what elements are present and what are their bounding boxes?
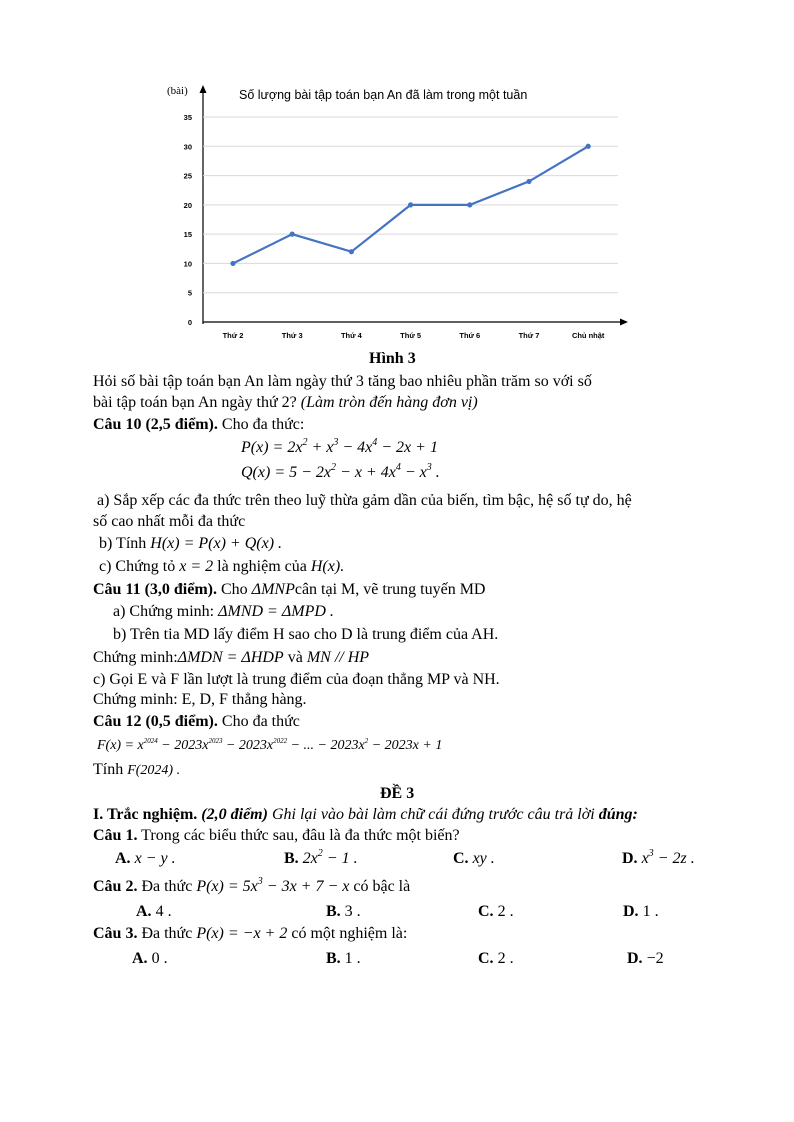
q10-c-expr2: H(x). [310, 558, 345, 575]
c3-title: Câu 3. [93, 925, 138, 942]
q11-triangle: ΔMNP [251, 581, 295, 598]
option-value: x − y . [134, 850, 176, 867]
q12-title: Câu 12 (0,5 điểm). [93, 713, 218, 730]
c2-option-d[interactable] [623, 902, 659, 922]
c1-title: Câu 1. [93, 827, 138, 844]
c1-text: Trong các biểu thức sau, đâu là đa thức một biến? [141, 827, 460, 844]
q11-c1: c) Gọi E và F lần lượt là trung điểm của đoạn thẳng MP và NH. [93, 671, 500, 688]
q12-heading [93, 712, 300, 732]
q10-c-text1: c) Chứng tỏ [99, 558, 176, 575]
q11-b2-and: và [287, 649, 303, 666]
option-key: D. [623, 903, 639, 920]
data-point [408, 202, 413, 207]
part1-heading [93, 805, 638, 825]
option-value: −2 [646, 950, 664, 967]
q11-b2-text: Chứng minh: [93, 649, 178, 666]
q10-c [99, 557, 344, 577]
option-key: D. [627, 950, 643, 967]
q11-title: Câu 11 (3,0 điểm). [93, 581, 217, 598]
part1-instruction: Ghi lại vào bài làm chữ cái đứng trước câu trả lời [271, 806, 595, 823]
part1-instruction-bold: đúng: [598, 806, 638, 823]
q9-line1: Hỏi số bài tập toán bạn An làm ngày thứ 3 tăng bao nhiêu phần trăm so với số [93, 373, 592, 390]
q12-ask-text: Tính [93, 761, 124, 778]
option-key: B. [326, 903, 341, 920]
y-tick-label: 10 [183, 259, 192, 269]
data-point [526, 179, 531, 184]
c1-option-d[interactable] [622, 849, 695, 869]
q10-P-expr: $P(x) = 2x^2 + x^3 - 4x^4 - 2x + 1$ [241, 437, 438, 456]
q10-b [99, 534, 282, 554]
q11-c2: Chứng minh: E, D, F thẳng hàng. [93, 691, 307, 708]
option-key: A. [136, 903, 152, 920]
y-tick-label: 20 [183, 200, 192, 210]
c1-heading [93, 826, 460, 846]
c2-heading [93, 877, 410, 897]
data-point [290, 232, 295, 237]
c3-text2: có một nghiệm là: [291, 925, 408, 942]
c3-option-a[interactable] [132, 949, 168, 969]
option-value: xy . [472, 850, 495, 867]
option-key: C. [478, 903, 494, 920]
option-value: $2x^2 - 1$ . [302, 848, 358, 867]
c2-title: Câu 2. [93, 878, 138, 895]
c2-expr: $P(x) = 5x^3 - 3x + 7 - x$ [196, 876, 350, 895]
q10-a-line2: số cao nhất mỗi đa thức [93, 513, 246, 530]
y-tick-label: 15 [183, 230, 192, 240]
x-tick-label: Thứ 7 [518, 331, 540, 340]
c3-expr: P(x) = −x + 2 [196, 925, 288, 942]
x-tick-label: Thứ 4 [340, 331, 362, 340]
x-tick-label: Thứ 2 [222, 331, 244, 340]
option-value: $x^3 - 2z$ . [641, 848, 695, 867]
y-tick-label: 5 [187, 288, 192, 298]
x-tick-label: Thứ 5 [400, 331, 422, 340]
option-value: 2 . [497, 903, 514, 920]
option-key: D. [622, 850, 638, 867]
q10-heading [93, 415, 304, 435]
q9-note: (Làm tròn đến hàng đơn vị) [300, 394, 478, 411]
data-point [349, 249, 354, 254]
q11-a [113, 602, 334, 622]
q10-intro: Cho đa thức: [221, 416, 305, 433]
c3-option-b[interactable] [326, 949, 361, 969]
q11-b2-expr2: MN // HP [306, 649, 370, 666]
data-point [467, 202, 472, 207]
q11-b2-expr1: ΔMDN = ΔHDP [177, 649, 284, 666]
option-value: 0 . [151, 950, 168, 967]
figure-caption: Hình 3 [369, 350, 416, 367]
exam-title: ĐỀ 3 [380, 785, 415, 802]
q11-heading [93, 580, 485, 600]
x-tick-label: Thứ 3 [281, 331, 303, 340]
x-tick-label: Chủ nhật [571, 331, 605, 340]
q11-intro1: Cho [221, 581, 248, 598]
q11-a-text: a) Chứng minh: [113, 603, 215, 620]
option-key: A. [115, 850, 131, 867]
x-tick-label: Thứ 6 [459, 331, 481, 340]
option-key: B. [284, 850, 299, 867]
c2-option-c[interactable] [478, 902, 514, 922]
option-key: B. [326, 950, 341, 967]
c2-text2: có bậc là [353, 878, 411, 895]
c2-option-a[interactable] [136, 902, 172, 922]
option-value: 4 . [155, 903, 172, 920]
option-value: 3 . [344, 903, 361, 920]
option-value: 1 . [344, 950, 361, 967]
c3-option-c[interactable] [478, 949, 514, 969]
q10-a-line1: a) Sắp xếp các đa thức trên theo luỹ thừa gảm dần của biến, tìm bậc, hệ số tự do, hệ [97, 492, 632, 509]
q9-line2-text: bài tập toán bạn An ngày thứ 2? [93, 394, 297, 411]
x-axis-arrow [620, 319, 628, 326]
q11-b2 [93, 648, 369, 668]
c1-option-a[interactable] [115, 849, 176, 869]
option-key: A. [132, 950, 148, 967]
option-value: 1 . [642, 903, 659, 920]
c2-text1: Đa thức [141, 878, 193, 895]
data-point [586, 144, 591, 149]
chart-title: Số lượng bài tập toán bạn An đã làm trong một tuần [239, 88, 528, 102]
q10-b-text: b) Tính [99, 535, 147, 552]
y-tick-label: 0 [187, 318, 192, 327]
y-axis-arrow [200, 85, 207, 93]
option-key: C. [478, 950, 494, 967]
q10-title: Câu 10 (2,5 điểm). [93, 416, 218, 433]
chart-ylabel: (bài) [167, 85, 188, 97]
c1-option-c[interactable] [453, 849, 495, 869]
option-key: C. [453, 850, 469, 867]
q12-ask [93, 760, 180, 781]
q11-b1: b) Trên tia MD lấy điểm H sao cho D là trung điểm của AH. [113, 626, 499, 643]
q12-intro: Cho đa thức [221, 713, 300, 730]
data-point [230, 261, 235, 266]
part1-title: I. Trắc nghiệm. [93, 806, 198, 823]
y-tick-label: 35 [183, 113, 192, 122]
line-chart [150, 78, 640, 348]
q10-b-expr: H(x) = P(x) + Q(x) . [150, 535, 283, 552]
c3-option-d[interactable] [627, 949, 664, 969]
q10-Q-expr: $Q(x) = 5 - 2x^2 - x + 4x^4 - x^3$ . [241, 462, 440, 481]
q12-F-expr: $F(x) = x^{2024} - 2023x^{2023} - 2023x^{2022}$ − ... − $2023x^2 - 2023x + 1$ [97, 737, 443, 753]
y-tick-label: 25 [183, 171, 192, 181]
q11-a-expr: ΔMND = ΔMPD . [218, 603, 334, 620]
c2-option-b[interactable] [326, 902, 361, 922]
c3-text1: Đa thức [141, 925, 193, 942]
q11-intro2: cân tại M, vẽ trung tuyến MD [294, 581, 486, 598]
option-value: 2 . [497, 950, 514, 967]
q10-c-text2: là nghiệm của [217, 558, 307, 575]
c3-heading [93, 924, 407, 944]
part1-score: (2,0 điểm) [201, 806, 268, 823]
q9-line2 [93, 393, 478, 413]
c1-option-b[interactable] [284, 849, 358, 869]
q10-c-expr1: x = 2 [179, 558, 214, 575]
q12-ask-expr: F(2024) . [127, 763, 181, 778]
y-tick-label: 30 [183, 142, 192, 152]
